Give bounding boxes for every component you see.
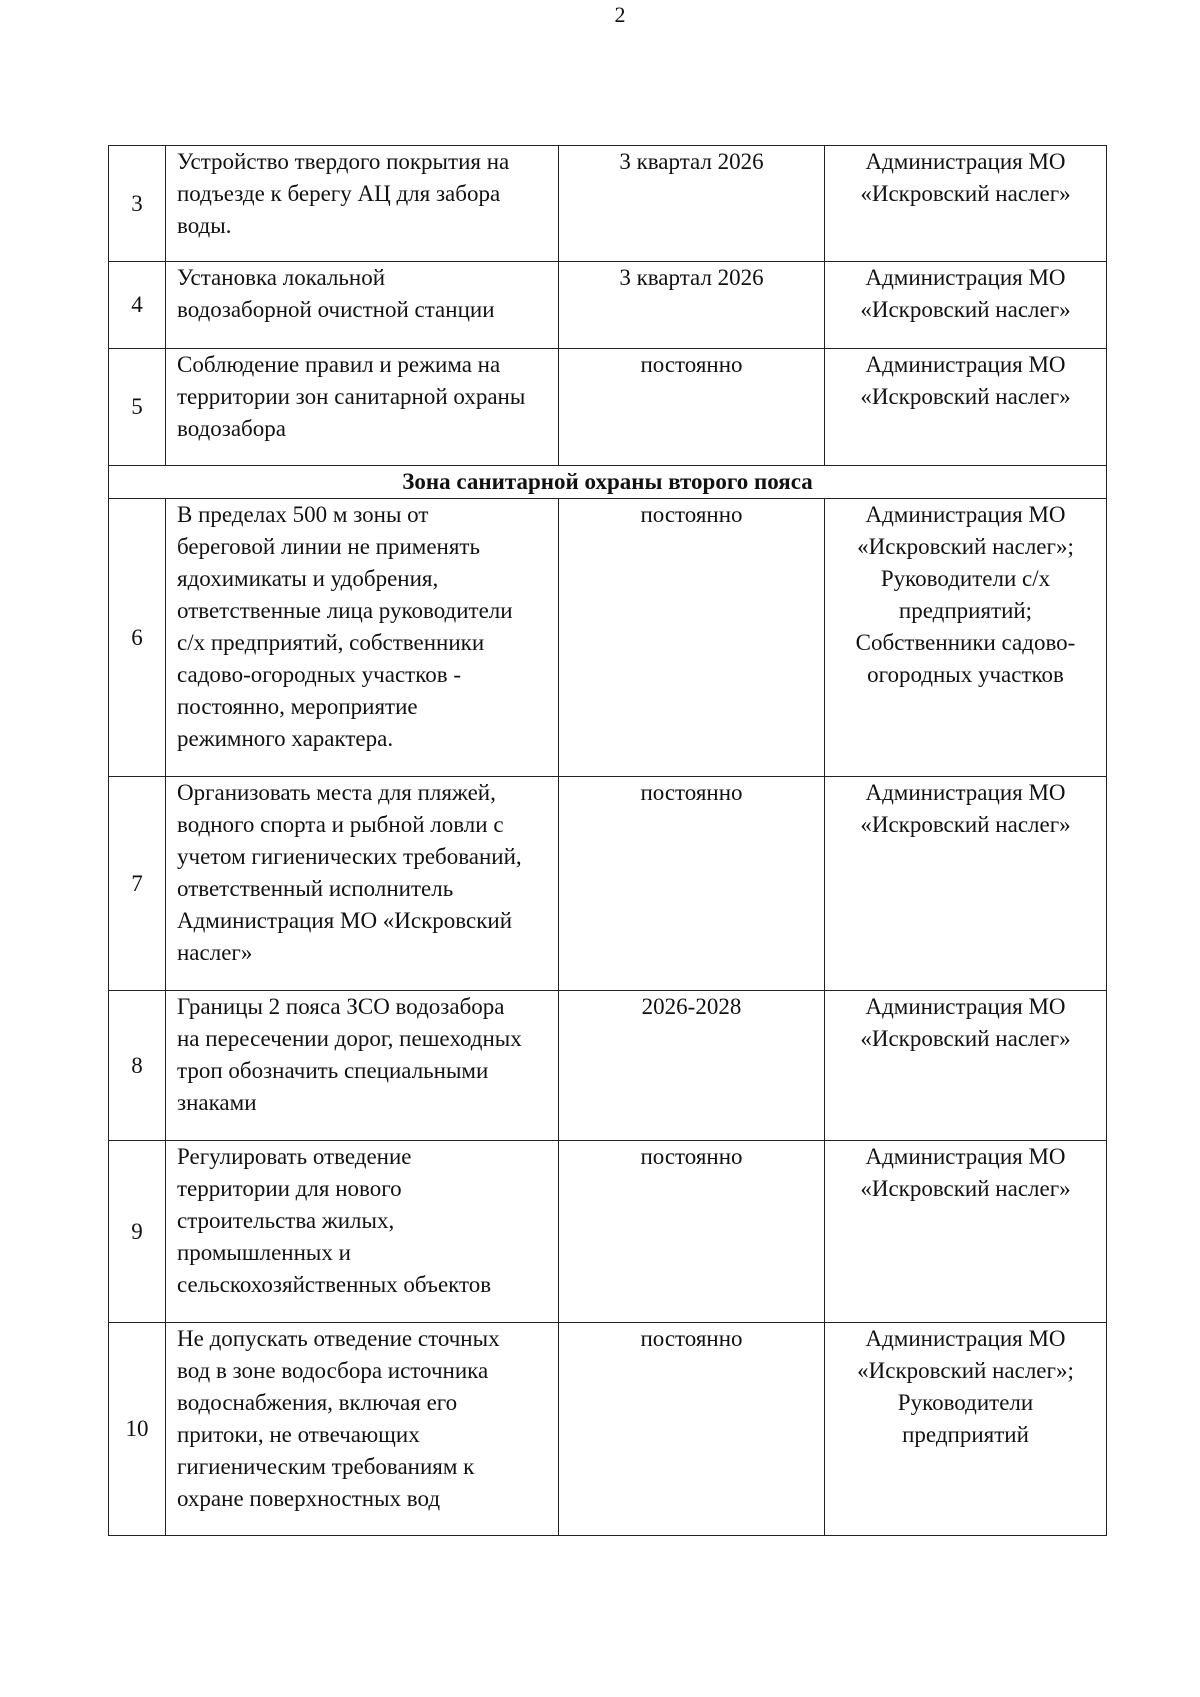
section-title: Зона санитарной охраны второго пояса	[109, 466, 1107, 499]
action-line: постоянно, мероприятие	[177, 694, 418, 719]
action-line: территории зон санитарной охраны	[177, 384, 526, 409]
table-row	[109, 146, 1107, 262]
action-line: территории для нового	[177, 1176, 402, 1201]
action-line: садово-огородных участков -	[177, 662, 461, 687]
term-cell	[559, 349, 825, 466]
responsible-cell	[825, 349, 1107, 466]
responsible-line: «Искровский наслег»	[860, 384, 1071, 409]
term-cell	[559, 1141, 825, 1323]
section-row	[109, 466, 1107, 499]
action-line: Администрация МО «Искровский	[177, 908, 513, 933]
measures-table	[108, 145, 1107, 1536]
term-line: 3 квартал 2026	[619, 265, 764, 290]
action-cell	[166, 499, 559, 777]
action-line: Границы 2 пояса ЗСО водозабора	[177, 994, 505, 1019]
term-cell	[559, 991, 825, 1141]
responsible-line: Администрация МО	[865, 352, 1066, 377]
table-row	[109, 349, 1107, 466]
action-line: строительства жилых,	[177, 1208, 395, 1233]
term-line: 2026-2028	[641, 994, 742, 1019]
row-number: 5	[109, 349, 166, 466]
responsible-line: Администрация МО	[865, 149, 1066, 174]
action-line: охране поверхностных вод	[177, 1486, 441, 1511]
responsible-line: Руководители	[897, 1390, 1034, 1415]
row-number: 6	[109, 499, 166, 777]
responsible-line: Администрация МО	[865, 1144, 1066, 1169]
action-line: притоки, не отвечающих	[177, 1422, 420, 1447]
table-row	[109, 777, 1107, 991]
responsible-line: «Искровский наслег»;	[857, 534, 1074, 559]
action-line: ядохимикаты и удобрения,	[177, 566, 439, 591]
action-cell	[166, 349, 559, 466]
action-line: Устройство твердого покрытия на	[177, 149, 510, 174]
action-line: Организовать места для пляжей,	[177, 780, 496, 805]
action-line: на пересечении дорог, пешеходных	[177, 1026, 522, 1051]
responsible-line: предприятий	[902, 1422, 1029, 1447]
table-row	[109, 1141, 1107, 1323]
action-line: знаками	[177, 1090, 257, 1115]
responsible-line: «Искровский наслег»	[860, 1176, 1071, 1201]
table-row	[109, 991, 1107, 1141]
action-line: подъезде к берегу АЦ для забора	[177, 181, 501, 206]
row-number: 9	[109, 1141, 166, 1323]
action-cell	[166, 1323, 559, 1536]
action-cell	[166, 1141, 559, 1323]
action-cell	[166, 262, 559, 349]
responsible-cell	[825, 499, 1107, 777]
responsible-line: «Искровский наслег»	[860, 181, 1071, 206]
action-line: ответственные лица руководители	[177, 598, 513, 623]
action-line: сельскохозяйственных объектов	[177, 1272, 492, 1297]
action-line: троп обозначить специальными	[177, 1058, 489, 1083]
term-cell	[559, 777, 825, 991]
responsible-line: Администрация МО	[865, 1326, 1066, 1351]
term-cell	[559, 499, 825, 777]
action-line: В пределах 500 м зоны от	[177, 502, 429, 527]
action-line: учетом гигиенических требований,	[177, 844, 522, 869]
responsible-line: предприятий;	[898, 598, 1033, 623]
term-line: 3 квартал 2026	[619, 149, 764, 174]
action-line: Установка локальной	[177, 265, 386, 290]
row-number: 3	[109, 146, 166, 262]
action-cell	[166, 146, 559, 262]
action-cell	[166, 777, 559, 991]
term-cell	[559, 262, 825, 349]
responsible-cell	[825, 146, 1107, 262]
action-line: гигиеническим требованиям к	[177, 1454, 475, 1479]
responsible-cell	[825, 991, 1107, 1141]
table-row	[109, 262, 1107, 349]
action-line: Регулировать отведение	[177, 1144, 412, 1169]
action-line: водозаборной очистной станции	[177, 297, 495, 322]
responsible-cell	[825, 1323, 1107, 1536]
action-line: вод в зоне водосбора источника	[177, 1358, 489, 1383]
term-cell	[559, 146, 825, 262]
responsible-line: «Искровский наслег»	[860, 297, 1071, 322]
responsible-cell	[825, 262, 1107, 349]
action-line: береговой линии не применять	[177, 534, 480, 559]
row-number: 10	[109, 1323, 166, 1536]
action-line: водного спорта и рыбной ловли с	[177, 812, 504, 837]
responsible-line: Руководители с/х	[880, 566, 1051, 591]
action-line: режимного характера.	[177, 726, 394, 751]
term-line: постоянно	[640, 502, 743, 527]
responsible-line: «Искровский наслег»	[860, 1026, 1071, 1051]
responsible-line: Администрация МО	[865, 994, 1066, 1019]
term-line: постоянно	[640, 1326, 743, 1351]
responsible-line: огородных участков	[867, 662, 1064, 687]
row-number: 4	[109, 262, 166, 349]
action-line: воды.	[177, 213, 232, 238]
action-line: промышленных и	[177, 1240, 351, 1265]
row-number: 7	[109, 777, 166, 991]
responsible-line: «Искровский наслег»;	[857, 1358, 1074, 1383]
action-line: ответственный исполнитель	[177, 876, 454, 901]
table-body	[109, 146, 1107, 1536]
action-line: Не допускать отведение сточных	[177, 1326, 500, 1351]
term-line: постоянно	[640, 1144, 743, 1169]
responsible-cell	[825, 777, 1107, 991]
action-line: водоснабжения, включая его	[177, 1390, 458, 1415]
responsible-line: Собственники садово-	[855, 630, 1076, 655]
term-line: постоянно	[640, 780, 743, 805]
action-line: с/х предприятий, собственники	[177, 630, 485, 655]
action-line: наслег»	[177, 940, 253, 965]
action-cell	[166, 991, 559, 1141]
action-line: Соблюдение правил и режима на	[177, 352, 501, 377]
term-line: постоянно	[640, 352, 743, 377]
action-line: водозабора	[177, 416, 286, 441]
responsible-line: Администрация МО	[865, 780, 1066, 805]
table-row	[109, 499, 1107, 777]
responsible-cell	[825, 1141, 1107, 1323]
table-row	[109, 1323, 1107, 1536]
term-cell	[559, 1323, 825, 1536]
page-number: 2	[614, 2, 626, 27]
responsible-line: «Искровский наслег»	[860, 812, 1071, 837]
responsible-line: Администрация МО	[865, 502, 1066, 527]
row-number: 8	[109, 991, 166, 1141]
responsible-line: Администрация МО	[865, 265, 1066, 290]
